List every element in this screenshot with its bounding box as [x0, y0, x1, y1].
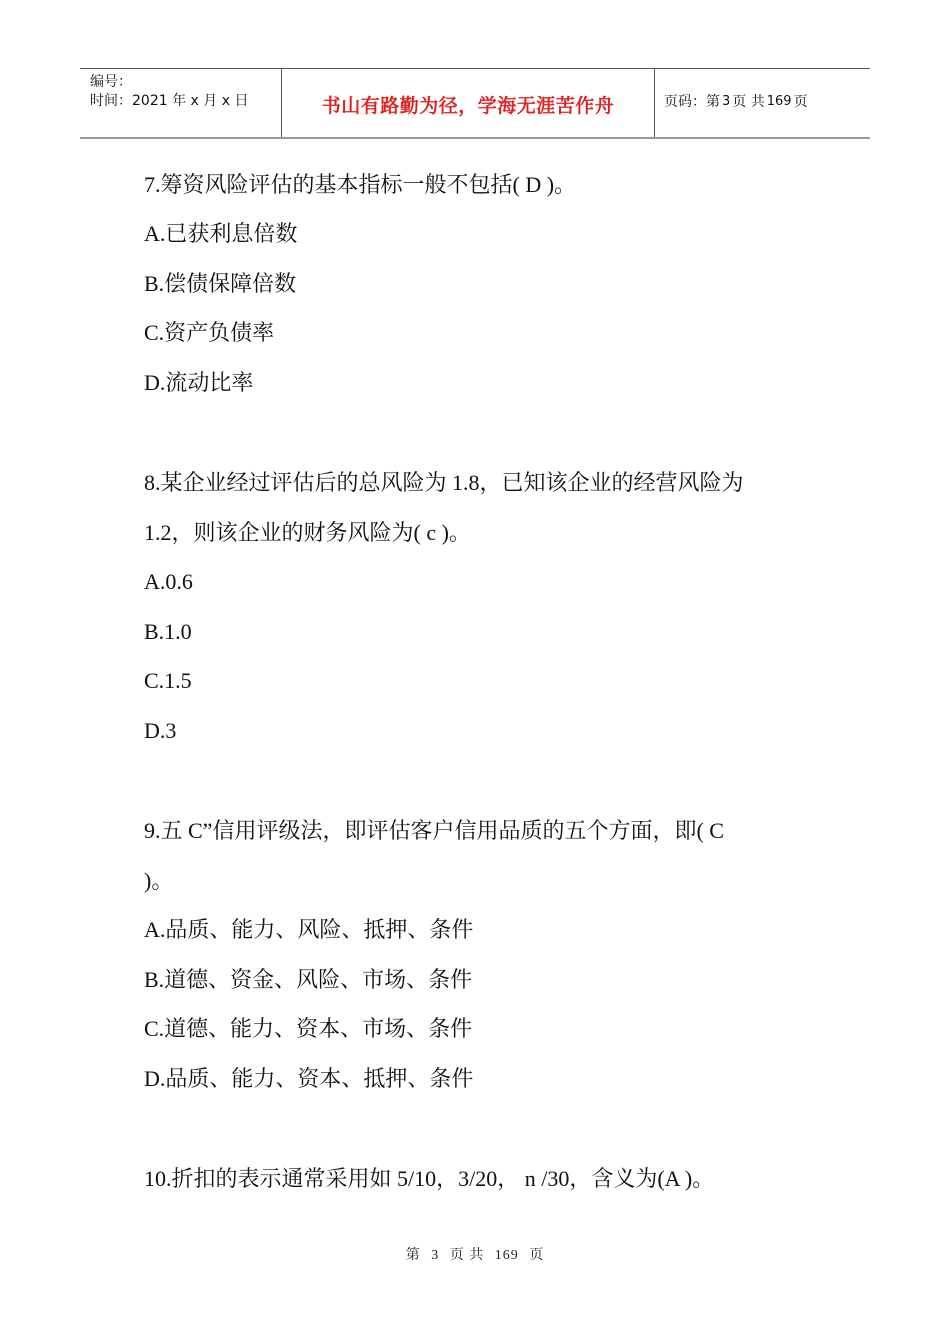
date-label: 时间：2021 年 x 月 x 日: [90, 93, 249, 109]
page-mid: 页 共: [732, 94, 765, 110]
question-7-option-a: A.已获利息倍数: [144, 221, 298, 246]
question-8-option-b: B.1.0: [144, 619, 192, 644]
page-suffix: 页: [793, 94, 808, 110]
motto: 书山有路勤为径，学海无涯苦作舟: [321, 94, 615, 117]
footer-current: 3: [431, 1248, 440, 1263]
serial-label: 编号：: [90, 74, 132, 90]
question-8-stem-line-1: 8.某企业经过评估后的总风险为 1.8，已知该企业的经营风险为: [144, 470, 744, 495]
header-meta: [80, 69, 282, 137]
page-total: 169: [766, 93, 792, 109]
footer-mid: 页 共: [449, 1248, 485, 1263]
question-10-stem: 10.折扣的表示通常采用如 5/10，3/20， n /30，含义为(A )。: [144, 1166, 715, 1191]
page-footer: [0, 1244, 950, 1264]
question-8-option-d: D.3: [144, 718, 177, 743]
question-8-stem-line-2: 1.2，则该企业的财务风险为( c )。: [144, 520, 471, 545]
header-page-info: [655, 67, 870, 135]
question-9-stem-line-1: 9.五 C”信用评级法，即评估客户信用品质的五个方面，即( C: [144, 818, 724, 843]
question-9-option-d: D.品质、能力、资本、抵押、条件: [144, 1066, 474, 1091]
question-9-option-c: C.道德、能力、资本、市场、条件: [144, 1016, 473, 1041]
footer-prefix: 第: [405, 1248, 421, 1263]
question-7-option-d: D.流动比率: [144, 370, 254, 395]
page-prefix: 页码：第: [664, 94, 720, 110]
header-motto-cell: [282, 69, 655, 137]
question-7-option-b: B.偿债保障倍数: [144, 271, 297, 296]
question-8-option-a: A.0.6: [144, 569, 193, 594]
question-7-stem: 7.筹资风险评估的基本指标一般不包括( D )。: [144, 172, 577, 197]
page-header: [80, 68, 870, 139]
question-9-stem-line-2: )。: [144, 868, 174, 893]
page-current: 3: [722, 93, 731, 109]
question-8-option-c: C.1.5: [144, 668, 192, 693]
question-9-option-a: A.品质、能力、风险、抵押、条件: [144, 917, 474, 942]
footer-suffix: 页: [529, 1248, 545, 1263]
footer-total: 169: [494, 1248, 519, 1263]
question-9-option-b: B.道德、资金、风险、市场、条件: [144, 967, 473, 992]
question-7-option-c: C.资产负债率: [144, 320, 275, 345]
